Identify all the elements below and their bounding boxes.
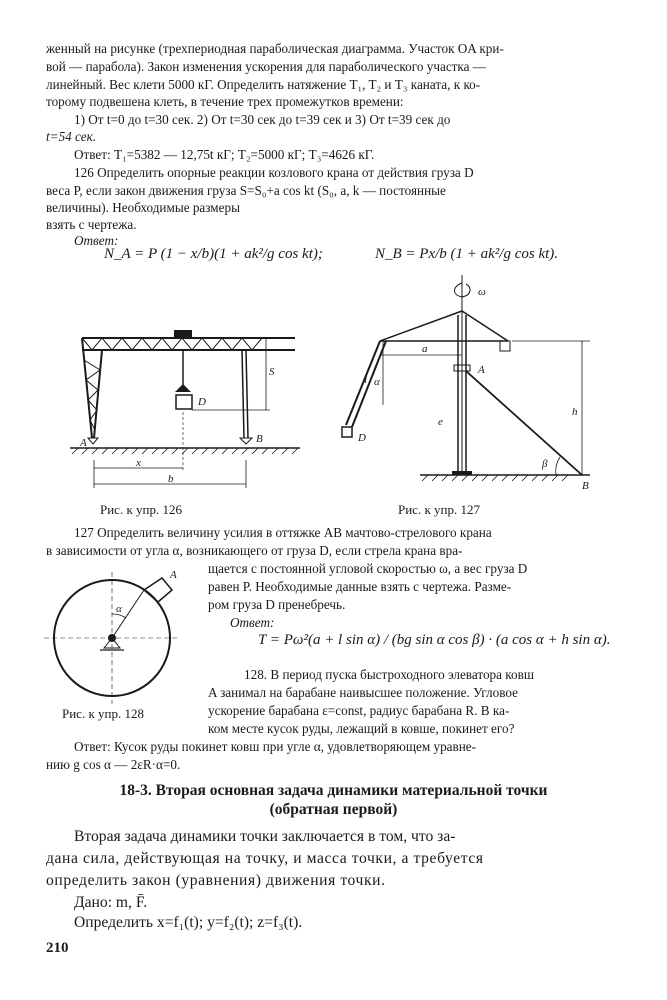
- label-omega: ω: [478, 286, 486, 298]
- label-x: x: [136, 457, 141, 469]
- label-l: l: [364, 374, 368, 386]
- label-D: D: [198, 396, 206, 408]
- answer-128-line: Ответ: Кусок руды покинет ковш при угле α, удовлетворяющем уравне-: [74, 739, 477, 754]
- label-beta: β: [542, 458, 548, 470]
- problem-127-line: щается с постоянной угловой скоростью ω, а вес груза D: [208, 561, 528, 576]
- problem-126-line: веса P, если закон движения груза S=S₀+a cos kt (S₀, a, k — постоянные: [46, 183, 446, 198]
- label-A: A: [80, 437, 87, 449]
- label-h: h: [572, 406, 578, 418]
- problem-128-line: 128. В период пуска быстроходного элеватора ковш: [244, 667, 535, 682]
- text-line: женный на рисунке (трехпериодная параболическая диаграмма. Участок OA кри-: [46, 41, 504, 56]
- label-A-127: A: [478, 364, 485, 376]
- problem-127-line: равен P. Необходимые данные взять с чертежа. Разме-: [208, 579, 512, 594]
- text-line: 1) От t=0 до t=30 сек. 2) От t=30 сек до t=39 сек и 3) От t=39 сек до: [74, 112, 451, 127]
- problem-127-line: 127 Определить величину усилия в оттяжке AB мачтово-стрелового крана: [74, 525, 492, 540]
- find-line: Определить x=f₁(t); y=f₂(t); z=f₃(t).: [74, 914, 303, 931]
- figure-127: [320, 275, 600, 495]
- answer-125: Ответ: T₁=5382 — 12,75t кГ; T₂=5000 кГ; T₃=4626 кГ.: [74, 147, 375, 162]
- label-S: S: [269, 366, 275, 378]
- section-text-line: дана сила, действующая на точку, и масса точки, а требуется: [46, 850, 484, 867]
- section-text-line: определить закон (уравнения) движения точки.: [46, 872, 386, 889]
- label-a: a: [422, 343, 428, 355]
- problem-127-line: в зависимости от угла α, возникающего от груза D, если стрела крана вра-: [46, 543, 463, 558]
- formula-126-a: N_A = P (1 − x/b)(1 + ak²/g cos kt);: [104, 246, 323, 262]
- label-alpha-128: α: [116, 603, 122, 615]
- problem-127-line: ром груза D пренебречь.: [208, 597, 346, 612]
- text-line: линейный. Вес клети 5000 кГ. Определить натяжение T₁, T₂ и T₃ каната, к ко-: [46, 77, 481, 92]
- caption-126: Рис. к упр. 126: [100, 502, 182, 517]
- problem-128-line: A занимал на барабане наивысшее положение. Угловое: [208, 685, 518, 700]
- label-b: b: [168, 473, 174, 485]
- problem-126-line: 126 Определить опорные реакции козлового крана от действия груза D: [74, 165, 474, 180]
- caption-128: Рис. к упр. 128: [62, 706, 144, 721]
- section-subtitle: (обратная первой): [269, 801, 398, 818]
- label-A-128: A: [170, 569, 177, 581]
- figure-128: [40, 568, 200, 708]
- label-e: e: [438, 416, 443, 428]
- caption-127: Рис. к упр. 127: [398, 502, 480, 517]
- answer-128-line: нию g cos α — 2εR·α=0.: [46, 757, 181, 772]
- section-title: 18-3. Вторая основная задача динамики материальной точки: [119, 782, 548, 799]
- label-B-127: B: [582, 480, 589, 492]
- text-line: торому подвешена клеть, в течение трех промежутков времени:: [46, 94, 404, 109]
- answer-126-label: Ответ:: [74, 233, 119, 248]
- text-line: t=54 сек.: [46, 129, 97, 144]
- text-line: вой — парабола). Закон изменения ускорения для параболического участка —: [46, 59, 486, 74]
- given-line: Дано: m, F̄.: [74, 894, 148, 911]
- problem-126-line: взять с чертежа.: [46, 217, 137, 232]
- label-alpha: α: [374, 376, 380, 388]
- problem-128-line: ускорение барабана ε=const, радиус барабана R. В ка-: [208, 703, 510, 718]
- page-number: 210: [46, 940, 69, 956]
- figure-126: [70, 320, 310, 500]
- label-D-127: D: [358, 432, 366, 444]
- problem-128-line: ком месте кусок руды, лежащий в ковше, покинет его?: [208, 721, 515, 736]
- label-B: B: [256, 433, 263, 445]
- formula-126-b: N_B = Px/b (1 + ak²/g cos kt).: [375, 246, 559, 262]
- formula-127: T = Pω²(a + l sin α) / (bg sin α cos β) · (a cos α + h sin α).: [258, 632, 611, 648]
- problem-126-line: величины). Необходимые размеры: [46, 200, 240, 215]
- section-text-line: Вторая задача динамики точки заключается в том, что за-: [74, 828, 456, 845]
- answer-127-label: Ответ:: [230, 615, 275, 630]
